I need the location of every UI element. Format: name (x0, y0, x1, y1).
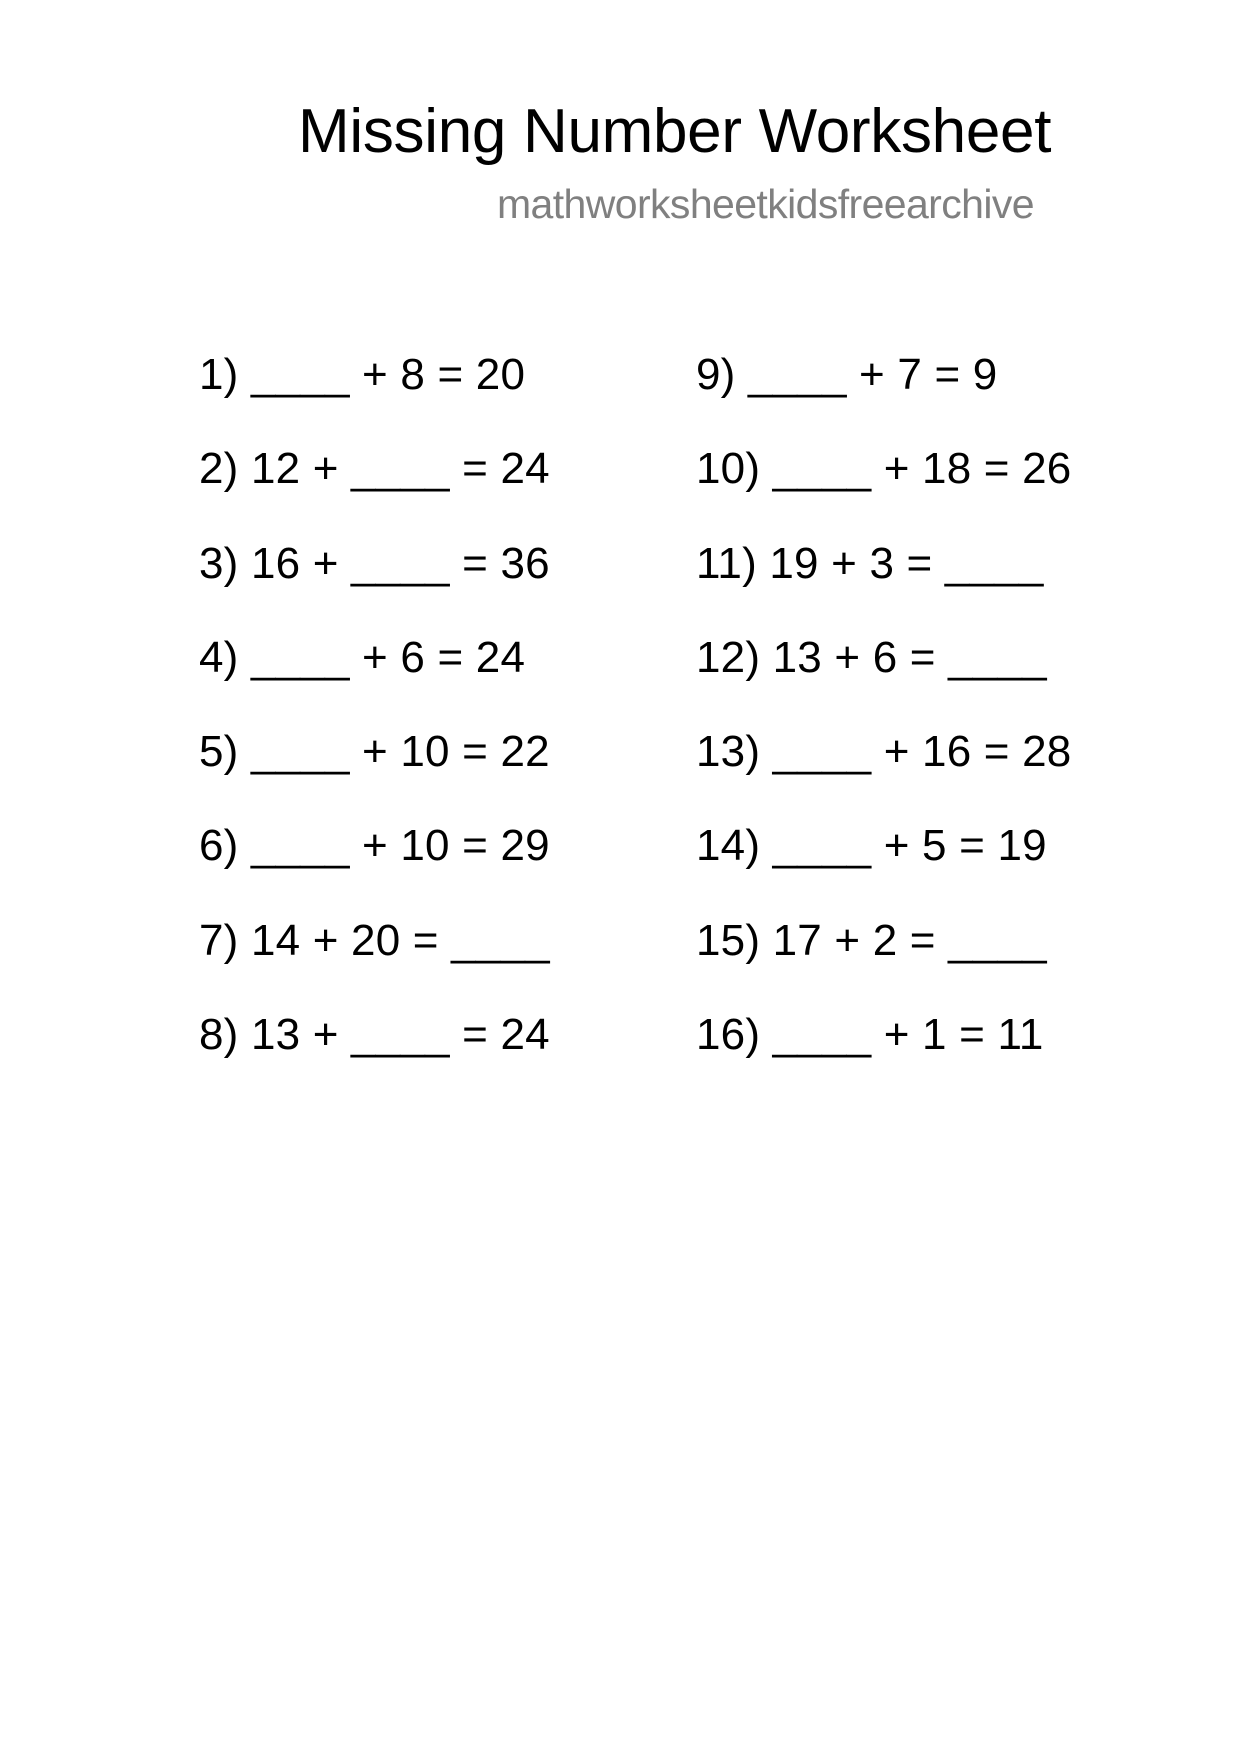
problem-item: 4) ____ + 6 = 24 (199, 632, 526, 682)
problem-item: 13) ____ + 16 = 28 (696, 727, 1072, 777)
problem-item: 2) 12 + ____ = 24 (199, 444, 550, 494)
problem-item: 10) ____ + 18 = 26 (696, 444, 1072, 494)
worksheet-title: Missing Number Worksheet (298, 97, 1052, 166)
problem-item: 12) 13 + 6 = ____ (696, 632, 1047, 682)
problems-column-right (696, 348, 1071, 1102)
problem-item: 14) ____ + 5 = 19 (696, 821, 1047, 871)
problem-item: 3) 16 + ____ = 36 (199, 538, 550, 588)
problem-item: 15) 17 + 2 = ____ (696, 915, 1047, 965)
problem-item: 16) ____ + 1 = 11 (696, 1010, 1044, 1060)
problem-item: 8) 13 + ____ = 24 (199, 1010, 550, 1060)
problem-item: 1) ____ + 8 = 20 (199, 350, 526, 399)
problem-item: 7) 14 + 20 = ____ (199, 915, 550, 965)
worksheet-subtitle: mathworksheetkidsfreearchive (497, 181, 1034, 227)
problem-item: 9) ____ + 7 = 9 (696, 350, 998, 399)
problem-item: 6) ____ + 10 = 29 (199, 821, 550, 871)
problems-column-left (199, 348, 550, 1102)
problem-item: 11) 19 + 3 = ____ (696, 538, 1044, 588)
problem-item: 5) ____ + 10 = 22 (199, 727, 550, 777)
